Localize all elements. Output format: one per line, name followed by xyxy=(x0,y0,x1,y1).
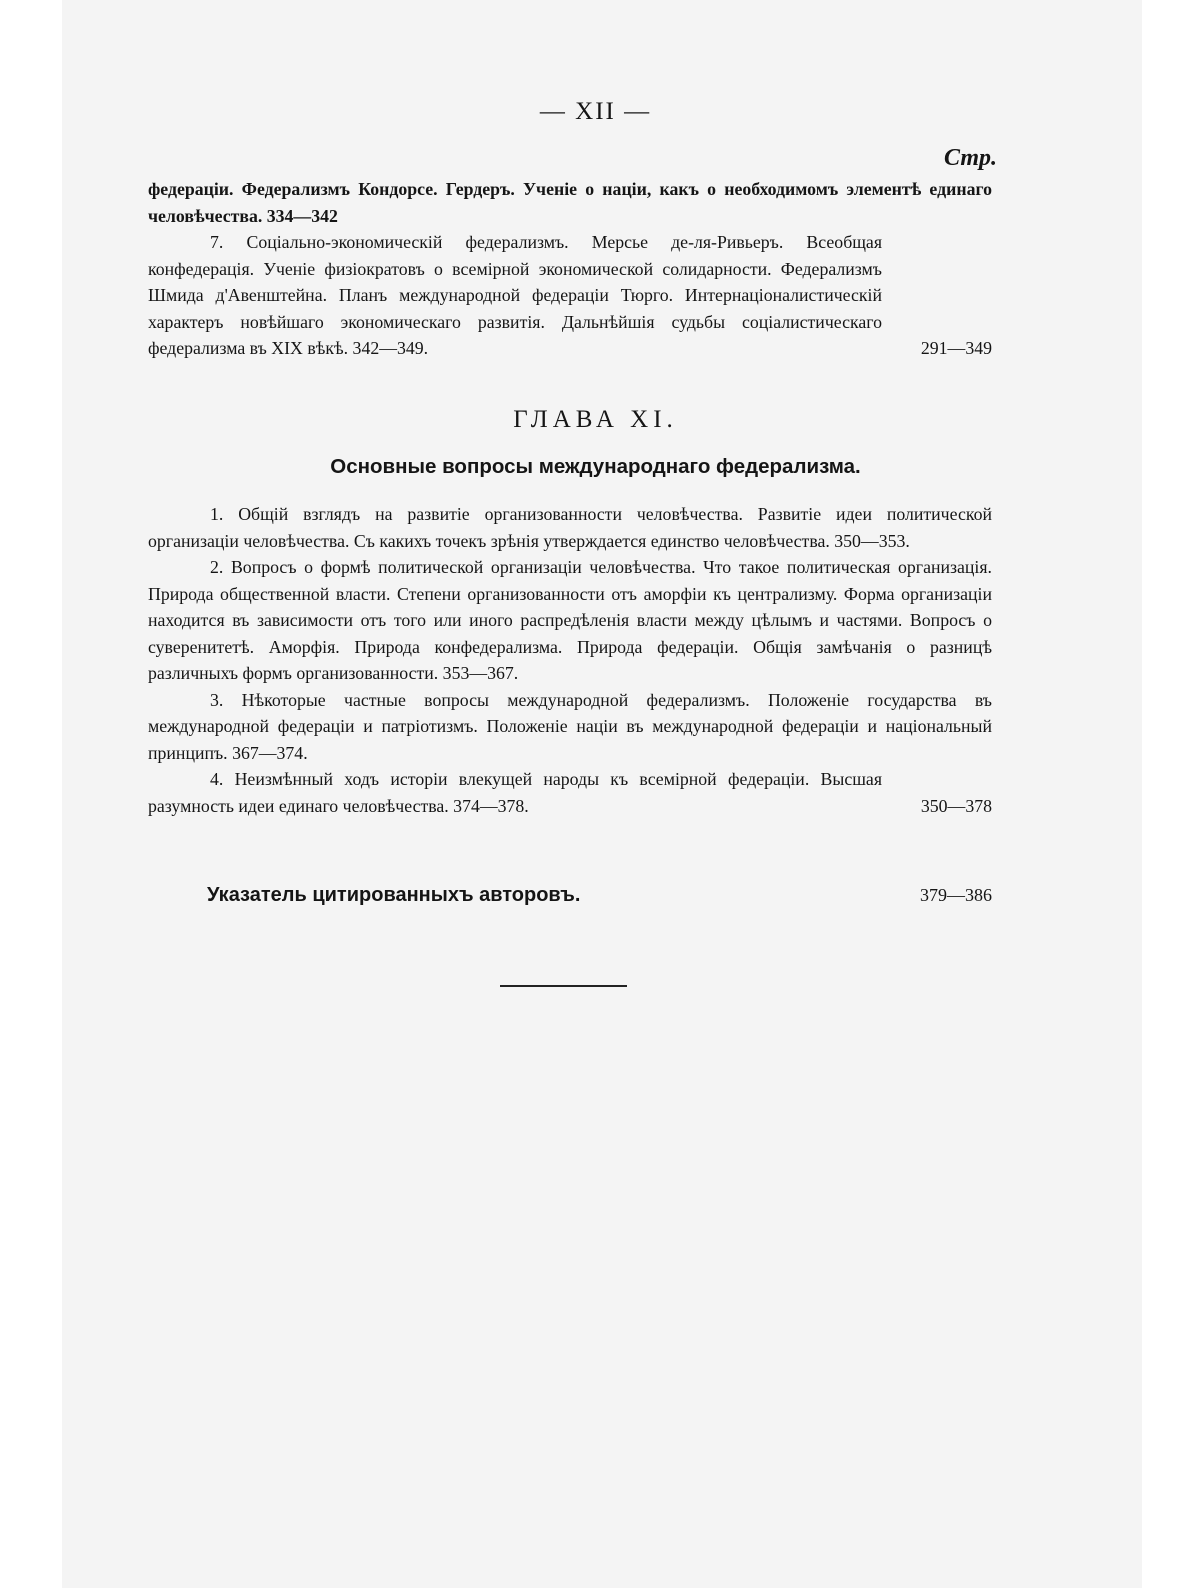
chapter-contents xyxy=(148,501,992,819)
chapter-item-4-row xyxy=(148,766,992,819)
top-section xyxy=(148,176,992,362)
chapter-title: ГЛАВА XI. xyxy=(513,406,678,433)
continuation-paragraph: федераціи. Федерализмъ Кондорсе. Гердеръ. Ученіе о націи, какъ о необходимомъ элементѣ единаго человѣчества. 334—342 xyxy=(148,179,992,226)
toc-entry-7-text: 7. Соціально-экономическій федерализмъ. Мерсье де-ля-Ривьеръ. Всеобщая конфедерація. Ученіе физіократовъ о всемірной экономической солидарности. Федерализмъ Шмида д'Авенштейна. Планъ международной федераціи Тюрго. Интернаціоналистическій характеръ новѣйшаго экономическаго развитія. Дальнѣйшія судьбы соціалистическаго федерализма въ XIX вѣкѣ. 342—349. xyxy=(148,232,882,358)
chapter-pages: 350—378 xyxy=(920,795,992,816)
chapter-item-1: 1. Общій взглядъ на развитіе организованности человѣчества. Развитіе идеи политической организаціи человѣчества. Съ какихъ точекъ зрѣнія утверждается единство человѣчества. 350—353. xyxy=(148,504,992,551)
toc-entry-7-pages: 291—349 xyxy=(920,338,992,358)
chapter-item-3: 3. Нѣкоторые частные вопросы международной федерализмъ. Положеніе государства въ международной федераціи и патріотизмъ. Положеніе націи въ международной федераціи и національный принципъ. 367—374. xyxy=(148,689,992,763)
index-title: Указатель цитированныхъ авторовъ. xyxy=(207,884,581,906)
index-entry xyxy=(207,884,992,907)
toc-entry-7 xyxy=(148,229,992,362)
chapter-item-2: 2. Вопросъ о формѣ политической организаціи человѣчества. Что такое политическая организація. Природа общественной власти. Степени организованности отъ аморфіи къ централизму. Форма организаціи находится въ зависимости отъ того или иного распредѣленія власти между цѣлымъ и частями. Вопросъ о суверенитетѣ. Аморфія. Природа конфедерализма. Природа федераціи. Общія замѣчанія о разницѣ различныхъ формъ организованности. 353—367. xyxy=(148,557,992,683)
page-number: — XII — xyxy=(539,98,652,125)
index-pages: 379—386 xyxy=(920,885,992,905)
chapter-item-4: 4. Неизмѣнный ходъ исторіи влекущей народы къ всемірной федераціи. Высшая разумность идеи единаго человѣчества. 374—378. xyxy=(148,769,882,816)
pages-column-header: Стр. xyxy=(943,145,997,171)
chapter-subtitle: Основные вопросы международнаго федерализма. xyxy=(330,455,861,478)
closing-rule xyxy=(500,985,627,987)
